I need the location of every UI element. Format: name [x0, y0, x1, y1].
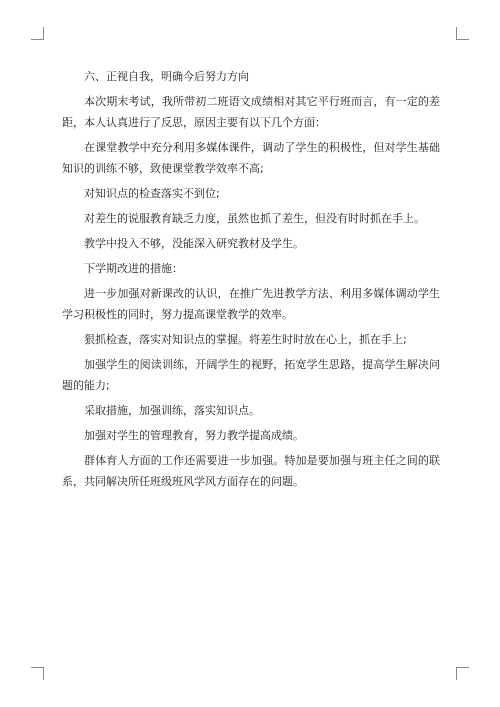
section-heading: 六、正视自我，明确今后努力方向	[84, 70, 249, 83]
paragraph: 进一步加强对新课改的认识，在推广先进教学方法、利用多媒体调动学生学习积极性的同时，努力提高课堂教学的效率。	[62, 287, 440, 321]
crop-mark-bottom-right	[456, 667, 469, 680]
paragraph: 教学中投入不够，没能深入研究教材及学生。	[84, 237, 304, 250]
paragraph: 对知识点的检查落实不到位;	[84, 187, 220, 200]
paragraph: 本次期末考试，我所带初二班语文成绩相对其它平行班而言，有一定的差距，本人认真进行了反思，原因主要有以下几个方面：	[62, 95, 440, 129]
document-body	[62, 66, 440, 496]
paragraph: 采取措施，加强训练，落实知识点。	[84, 404, 260, 417]
crop-mark-bottom-left	[31, 667, 44, 680]
paragraph: 群体育人方面的工作还需要进一步加强。特加是要加强与班主任之间的联系，共同解决所任班级班风学风方面存在的问题。	[62, 454, 440, 488]
paragraph: 加强学生的阅读训练，开阔学生的视野，拓宽学生思路，提高学生解决问题的能力;	[62, 358, 440, 392]
crop-mark-top-right	[456, 27, 469, 40]
paragraph: 狠抓检查，落实对知识点的掌握。将差生时时放在心上，抓在手上;	[84, 333, 407, 346]
paragraph: 在课堂教学中充分利用多媒体课件，调动了学生的积极性，但对学生基础知识的训练不够，致使课堂教学效率不高;	[62, 141, 440, 175]
paragraph: 下学期改进的措施：	[84, 262, 183, 275]
paragraph: 加强对学生的管理教育，努力教学提高成绩。	[84, 429, 304, 442]
crop-mark-top-left	[31, 27, 44, 40]
paragraph: 对差生的说服教育缺乏力度，虽然也抓了差生，但没有时时抓在手上。	[84, 212, 425, 225]
